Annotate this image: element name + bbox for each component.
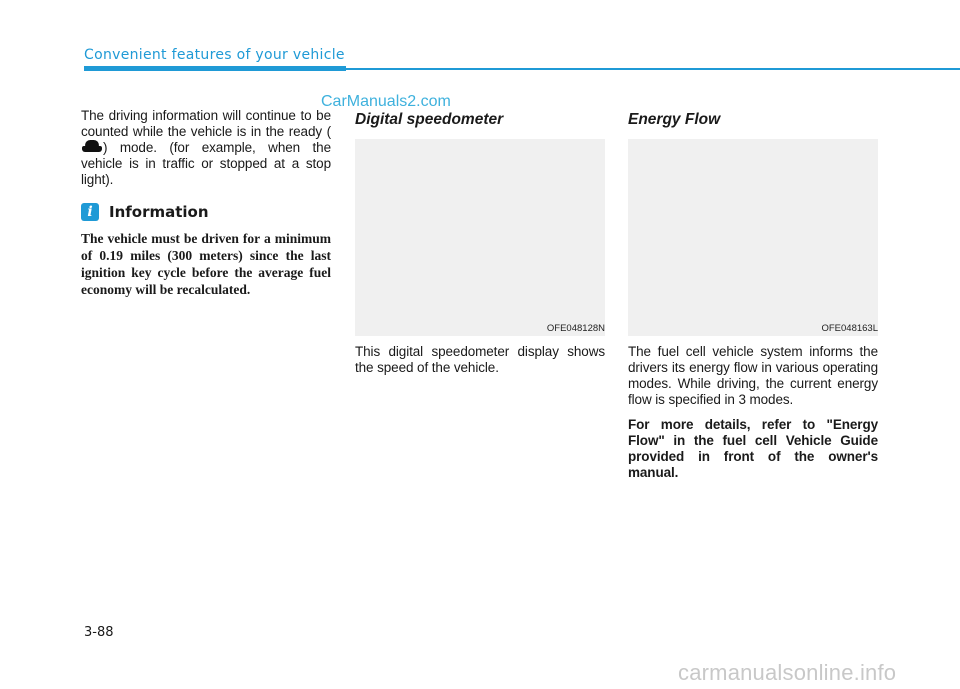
header-rule-thick [84,66,346,71]
digital-speedometer-figure [355,139,605,336]
section-title: Convenient features of your vehicle [84,47,345,63]
energy-flow-heading: Energy Flow [628,111,721,128]
watermark-top: CarManuals2.com [321,93,451,110]
digital-speedometer-heading: Digital speedometer [355,111,504,128]
information-title: Information [109,203,209,221]
information-header [81,203,331,221]
paragraph-text-before-icon: The driving information will continue to be counted while the vehicle is in the ready ( [81,108,331,139]
paragraph-text-after-icon: ) mode. (for example, when the vehicle is in traffic or stopped at a stop light). [81,140,331,187]
digital-speedometer-body: This digital speedometer display shows the speed of the vehicle. [355,344,605,375]
figure-code: OFE048128N [546,323,605,334]
energy-flow-body: The fuel cell vehicle system informs the drivers its energy flow in various operating modes. While driving, the current energy flow is specified in 3 modes. [628,344,878,407]
energy-flow-figure [628,139,878,336]
driving-info-paragraph [81,108,331,188]
header-rule-thin [346,68,960,70]
left-column [81,108,331,298]
info-icon: i [81,203,99,221]
figure-code: OFE048163L [821,323,878,334]
vehicle-ready-icon [82,140,102,154]
right-column [628,108,878,481]
middle-column [355,108,605,376]
watermark-bottom: carmanualsonline.info [678,660,897,685]
energy-flow-note: For more details, refer to "Energy Flow" in the fuel cell Vehicle Guide provided in front of the owner's manual. [628,417,878,480]
page-number: 3-88 [84,625,114,640]
information-body: The vehicle must be driven for a minimum of 0.19 miles (300 meters) since the last ignition key cycle before the average fuel economy will be recalculated. [81,231,331,297]
